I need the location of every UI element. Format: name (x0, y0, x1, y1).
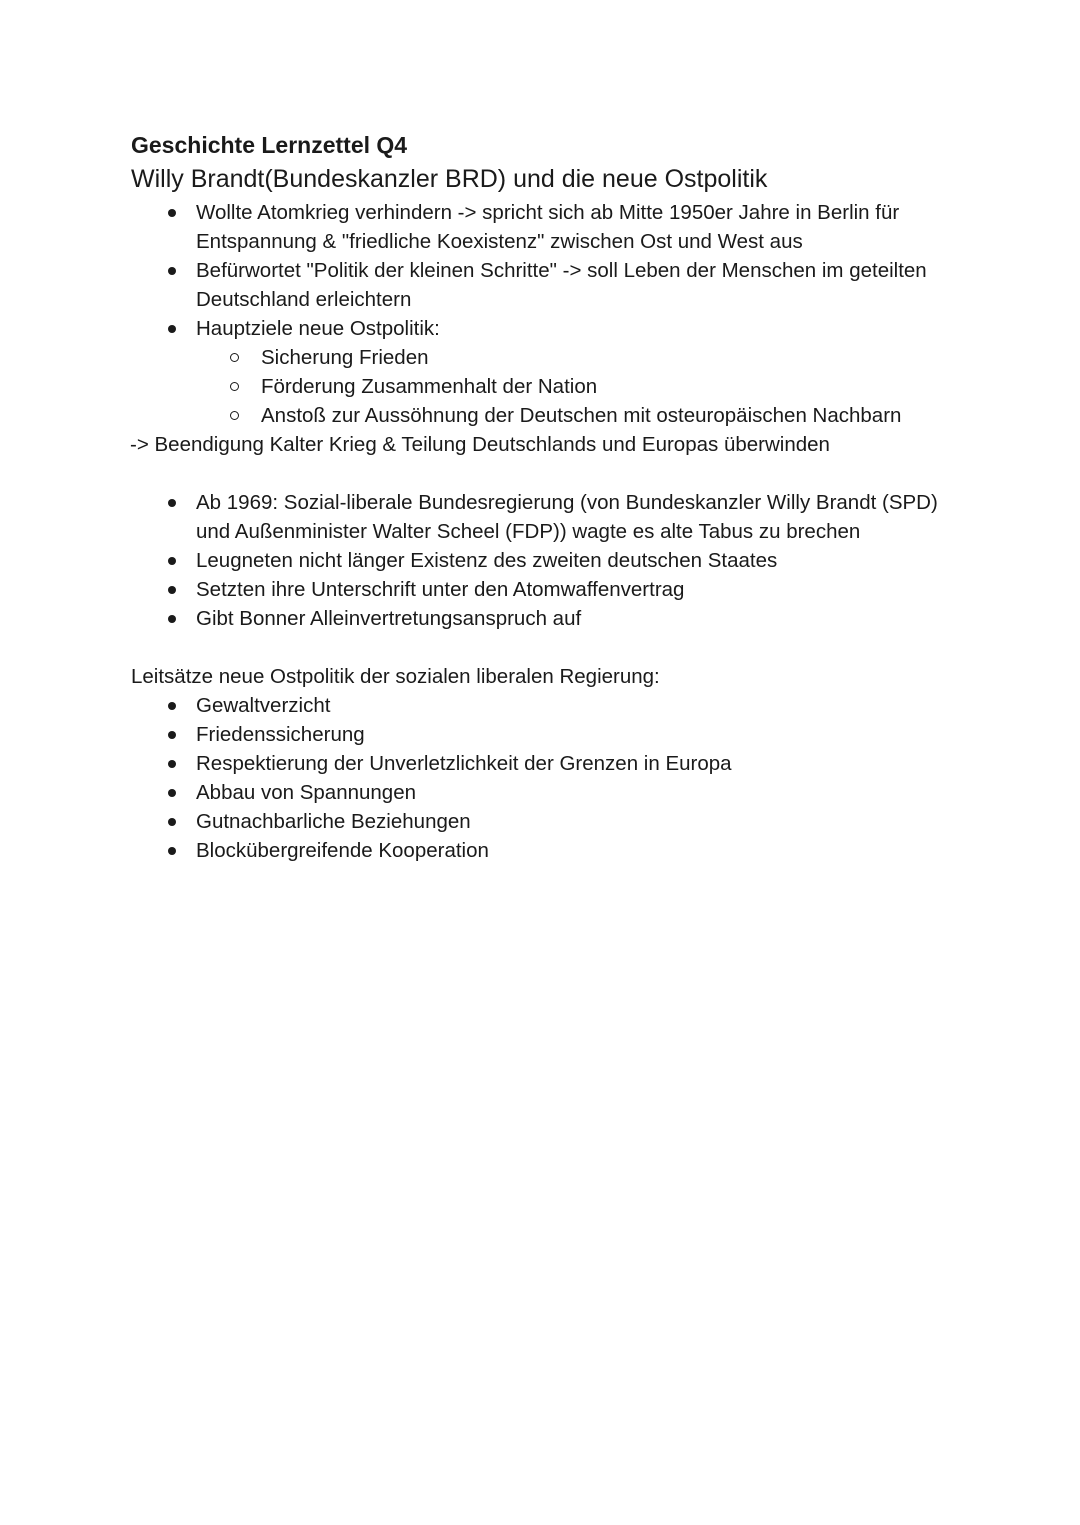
section1-conclusion: -> Beendigung Kalter Krieg & Teilung Deutschlands und Europas überwinden (130, 433, 830, 456)
list-item (131, 604, 961, 633)
list-item-text: Gutnachbarliche Beziehungen (196, 810, 471, 833)
list-item-text: Wollte Atomkrieg verhindern -> spricht sich ab Mitte 1950er Jahre in Berlin für Entspannung & "friedliche Koexistenz" zwischen Ost und West aus (196, 201, 900, 253)
bullet-dot-icon (168, 586, 176, 594)
section3-bullet-list (131, 691, 961, 865)
list-item (131, 256, 961, 314)
bullet-dot-icon (168, 557, 176, 565)
bullet-dot-icon (168, 325, 176, 333)
bullet-dot-icon (168, 818, 176, 826)
list-item-text: Abbau von Spannungen (196, 781, 417, 804)
bullet-dot-icon (168, 760, 176, 768)
bullet-dot-icon (168, 847, 176, 855)
list-item-text: Respektierung der Unverletzlichkeit der Grenzen in Europa (196, 752, 732, 775)
bullet-dot-icon (168, 209, 176, 217)
list-item-text: Gibt Bonner Alleinvertretungsanspruch auf (196, 607, 582, 630)
list-item (131, 488, 961, 546)
list-item (131, 807, 961, 836)
section3-heading: Leitsätze neue Ostpolitik der sozialen liberalen Regierung: (131, 665, 660, 688)
list-item-text: Setzten ihre Unterschrift unter den Atomwaffenvertrag (196, 578, 685, 601)
list-item (131, 575, 961, 604)
section1-bullet-list (131, 198, 961, 343)
list-item-text: Befürwortet "Politik der kleinen Schritte" -> soll Leben der Menschen im geteilten Deutschland erleichtern (196, 259, 927, 311)
document-title: Geschichte Lernzettel Q4 (131, 132, 408, 158)
list-item (131, 691, 961, 720)
sub-list-item-text: Sicherung Frieden (261, 346, 429, 369)
bullet-dot-icon (168, 789, 176, 797)
list-item-text: Ab 1969: Sozial-liberale Bundesregierung (von Bundeskanzler Willy Brandt (SPD) und Außenminister Walter Scheel (FDP)) wagte es alte Tabus zu brechen (196, 491, 938, 543)
list-item-text: Friedenssicherung (196, 723, 365, 746)
document-subtitle: Willy Brandt(Bundeskanzler BRD) und die neue Ostpolitik (131, 165, 768, 193)
list-item (131, 198, 961, 256)
list-item (131, 720, 961, 749)
list-item-text: Gewaltverzicht (196, 694, 331, 717)
bullet-dot-icon (168, 731, 176, 739)
sub-list-item-text: Anstoß zur Aussöhnung der Deutschen mit osteuropäischen Nachbarn (261, 404, 902, 427)
bullet-circle-icon (230, 353, 239, 362)
bullet-dot-icon (168, 267, 176, 275)
spacer (131, 633, 961, 662)
sub-list-item (131, 343, 961, 372)
section2-bullet-list (131, 488, 961, 633)
bullet-dot-icon (168, 499, 176, 507)
sub-list-item (131, 401, 961, 430)
bullet-dot-icon (168, 615, 176, 623)
document-page (131, 128, 961, 865)
list-item (131, 836, 961, 865)
list-item (131, 546, 961, 575)
list-item-text: Blockübergreifende Kooperation (196, 839, 489, 862)
spacer (131, 459, 961, 488)
sub-list-item-text: Förderung Zusammenhalt der Nation (261, 375, 598, 398)
sub-list-item (131, 372, 961, 401)
list-item-text: Leugneten nicht länger Existenz des zweiten deutschen Staates (196, 549, 778, 572)
section1-sub-bullet-list (131, 343, 961, 430)
list-item (131, 778, 961, 807)
bullet-circle-icon (230, 411, 239, 420)
bullet-circle-icon (230, 382, 239, 391)
list-item-text: Hauptziele neue Ostpolitik: (196, 317, 440, 340)
bullet-dot-icon (168, 702, 176, 710)
list-item (131, 314, 961, 343)
list-item (131, 749, 961, 778)
